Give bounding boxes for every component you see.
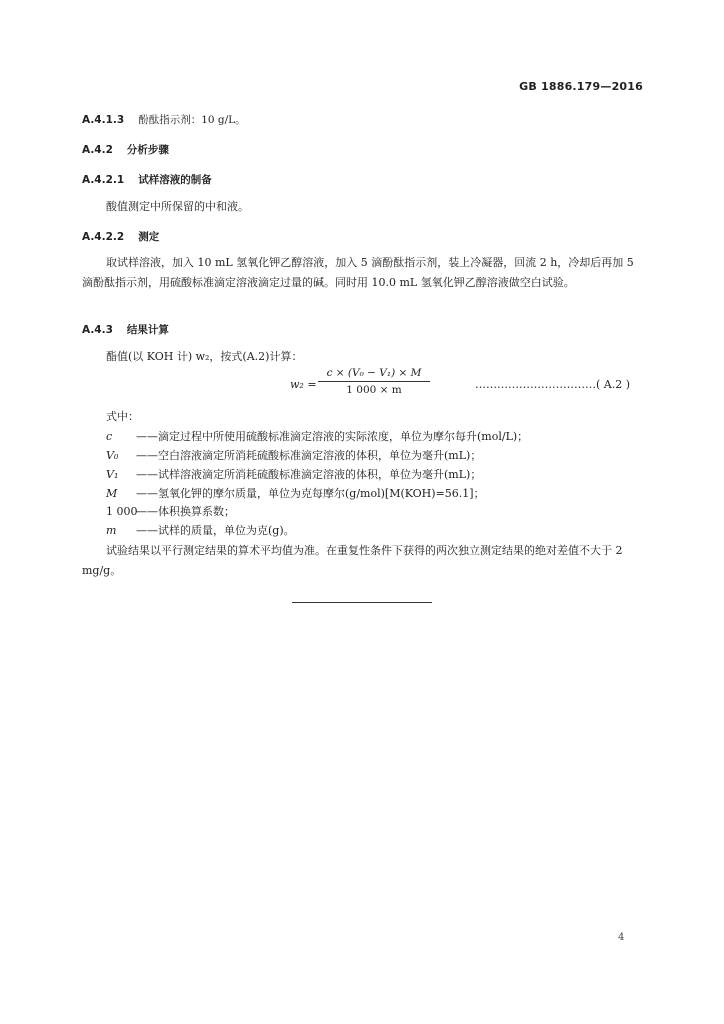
section-a43 [82, 322, 169, 337]
definition-symbol: V₁ [106, 468, 119, 481]
section-title: 试样溶液的制备 [138, 174, 212, 186]
section-text: 酚酞指示剂：10 g/L。 [138, 114, 246, 126]
definition-text: ——空白溶液滴定所消耗硫酸标准滴定溶液的体积，单位为毫升(mL)； [136, 449, 482, 462]
formula-denominator: 1 000 × m [346, 384, 402, 396]
section-a421-body: 酸值测定中所保留的中和液。 [106, 200, 249, 213]
section-title: 分析步骤 [126, 144, 169, 156]
definition-symbol: M [106, 487, 118, 500]
formula-lhs: w₂ = [290, 378, 317, 391]
definition-text: ——滴定过程中所使用硫酸标准滴定溶液的实际浓度，单位为摩尔每升(mol/L)； [136, 430, 529, 443]
section-number: A.4.2 [82, 144, 113, 156]
section-a413 [82, 112, 246, 127]
definition-row [106, 485, 485, 501]
section-a42 [82, 142, 169, 157]
section-title: 测定 [138, 231, 160, 243]
definition-row [106, 522, 295, 538]
section-title: 结果计算 [126, 324, 169, 336]
definition-symbol: m [106, 524, 117, 537]
conclusion-paragraph: 试验结果以平行测定结果的算术平均值为准。在重复性条件下获得的两次独立测定结果的绝对差值不大于 2 mg/g。 [82, 544, 623, 577]
definition-symbol: c [106, 430, 113, 443]
section-a421 [82, 172, 212, 187]
definition-row [106, 466, 481, 482]
standard-number: GB 1886.179—2016 [519, 80, 643, 93]
definition-row [106, 503, 235, 519]
section-number: A.4.2.2 [82, 231, 125, 243]
definition-row [106, 428, 528, 444]
section-a422 [82, 229, 159, 244]
definition-text: ——氢氧化钾的摩尔质量，单位为克每摩尔(g/mol)[M(KOH)=56.1]； [136, 487, 485, 500]
definition-text: ——试样的质量，单位为克(g)。 [136, 524, 295, 537]
section-number: A.4.1.3 [82, 114, 125, 126]
formula-number: ……………………………( A.2 ) [475, 378, 631, 391]
formula-fraction [318, 367, 430, 396]
section-number: A.4.3 [82, 324, 113, 336]
page-number: 4 [618, 932, 625, 943]
section-a43-intro: 酯值(以 KOH 计) w₂，按式(A.2)计算： [106, 350, 303, 363]
section-a422-body: 取试样溶液，加入 10 mL 氢氧化钾乙醇溶液，加入 5 滴酚酞指示剂，装上冷凝器，回流 2 h，冷却后再加 5 滴酚酞指示剂，用硫酸标准滴定溶液滴定过量的碱。同时用 10.0 mL 氢氧化钾乙醇溶液做空白试验。 [82, 256, 634, 289]
definition-text: ——试样溶液滴定所消耗硫酸标准滴定溶液的体积，单位为毫升(mL)； [136, 468, 482, 481]
definition-symbol: 1 000 [106, 505, 138, 518]
where-title: 式中： [106, 410, 139, 423]
formula-numerator: c × (V₀ − V₁) × M [318, 367, 430, 382]
section-number: A.4.2.1 [82, 174, 125, 186]
definition-symbol: V₀ [106, 449, 119, 462]
end-rule [292, 602, 432, 603]
definition-row [106, 447, 481, 463]
definition-text: ——体积换算系数； [136, 505, 235, 518]
